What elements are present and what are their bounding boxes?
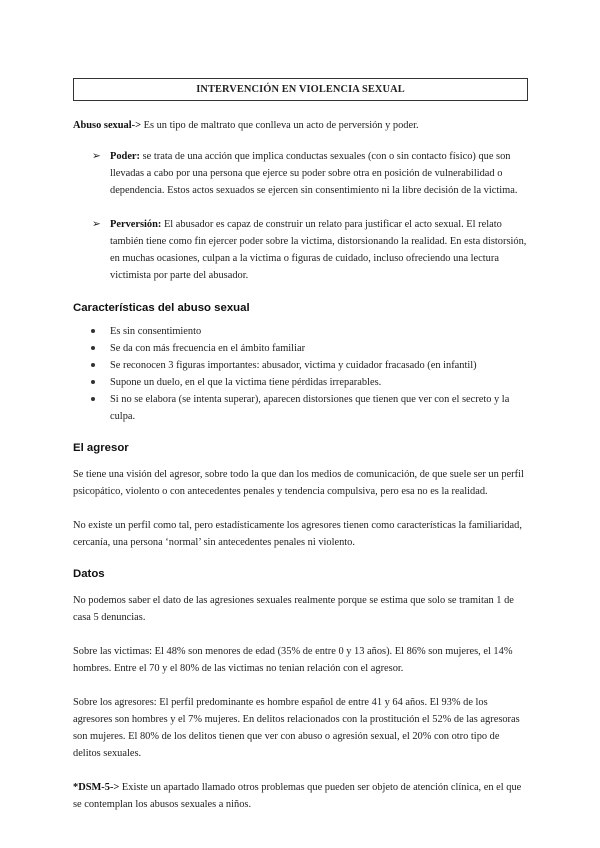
list-item: Se reconocen 3 figuras importantes: abusador, victima y cuidador fracasado (en infantil) <box>73 357 528 374</box>
dsm-term: *DSM-5-> <box>73 782 120 793</box>
dsm-text: Existe un apartado llamado otros problemas que pueden ser objeto de atención clínica, en el que se contemplan los abusos sexuales a niños. <box>73 782 522 810</box>
arrow-item-poder <box>73 148 528 199</box>
list-item: Si no se elabora (se intenta superar), aparecen distorsiones que tienen que ver con el secreto y la culpa. <box>73 391 528 425</box>
arrow-bullet-icon: ➢ <box>92 151 101 162</box>
list-item: Supone un duelo, en el que la victima tiene pérdidas irreparables. <box>73 374 528 391</box>
list-item: Es sin consentimiento <box>73 323 528 340</box>
characteristics-heading: Características del abuso sexual <box>73 302 250 314</box>
bullet-dot-icon <box>91 397 95 401</box>
agresor-paragraph: No existe un perfil como tal, pero estadísticamente los agresores tienen como características la familiaridad, cercanía, una persona ‘normal’ sin antecedentes penales ni violento. <box>73 520 522 548</box>
datos-paragraph: Sobre las victimas: El 48% son menores de edad (35% de entre 0 y 13 años). El 86% son mujeres, el 14% hombres. Entre el 70 y el 80% de las victimas no tenian relación con el agresor. <box>73 646 513 674</box>
bullet-dot-icon <box>91 363 95 367</box>
intro-text: Es un tipo de maltrato que conlleva un acto de perversión y poder. <box>141 120 419 131</box>
arrow-item-text: se trata de una acción que implica conductas sexuales (con o sin contacto físico) que son llevadas a cabo por una persona que ejerce su poder sobre otra en posición de vulnerabilidad o dependencia. Estos actos sexuados se ejercen sin consentimiento ni la libre decisión de la victima. <box>110 151 518 196</box>
arrow-item-text: El abusador es capaz de construir un relato para justificar el acto sexual. El relato también tiene como fin ejercer poder sobre la victima, distorsionando la realidad. En esta distorsión, en muchas ocasiones, culpan a la victima o figuras de cuidado, incluso ofreciendo una lectura victimista por parte del abusador. <box>110 219 527 281</box>
arrow-item-perversion <box>73 216 528 284</box>
dsm-paragraph <box>73 779 528 813</box>
intro-paragraph <box>73 117 528 134</box>
list-item: Se da con más frecuencia en el ámbito familiar <box>73 340 528 357</box>
arrow-item-term: Perversión: <box>110 219 162 230</box>
document-page <box>73 78 528 813</box>
datos-heading: Datos <box>73 568 105 580</box>
arrow-bullet-icon: ➢ <box>92 219 101 230</box>
bullet-dot-icon <box>91 329 95 333</box>
document-title: INTERVENCIÓN EN VIOLENCIA SEXUAL <box>73 78 528 101</box>
bullet-dot-icon <box>91 380 95 384</box>
datos-paragraph: Sobre los agresores: El perfil predominante es hombre español de entre 41 y 64 años. El 93% de los agresores son hombres y el 7% mujeres. En delitos relacionados con la prostitución el 52% de las agresoras son mujeres. El 80% de los delitos tienen que ver con abuso o agresión sexual, el 20% con otro tipo de delitos sexuales. <box>73 697 520 759</box>
datos-paragraph: No podemos saber el dato de las agresiones sexuales realmente porque se estima que solo se tramitan 1 de casa 5 denuncias. <box>73 595 514 623</box>
characteristics-list <box>73 323 528 425</box>
intro-term: Abuso sexual-> <box>73 120 141 131</box>
agresor-heading: El agresor <box>73 442 129 454</box>
arrow-item-term: Poder: <box>110 151 141 162</box>
bullet-dot-icon <box>91 346 95 350</box>
agresor-paragraph: Se tiene una visión del agresor, sobre todo la que dan los medios de comunicación, de que suele ser un perfil psicopático, violento o con antecedentes penales y tendencia compulsiva, pero esa no es la realidad. <box>73 469 524 497</box>
